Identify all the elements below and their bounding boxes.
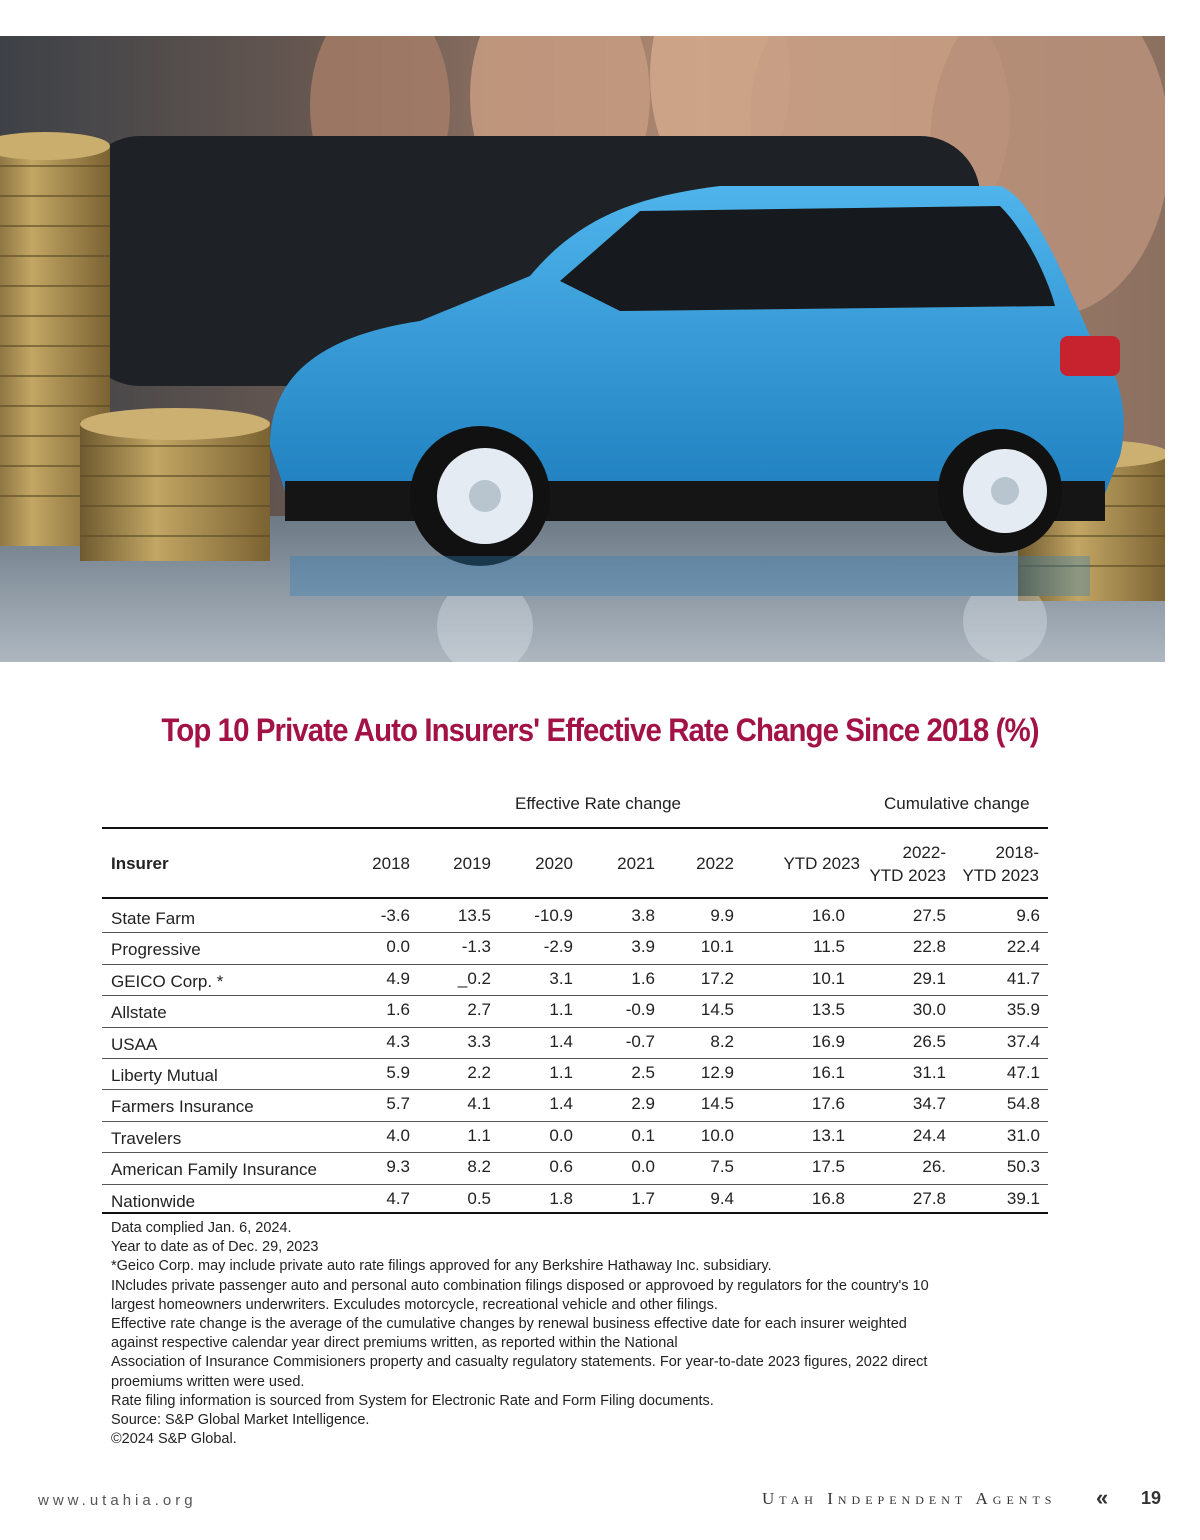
header-2018: 2018 [372,854,410,873]
cell-2021: 1.6 [631,968,655,988]
table-row [102,1028,1048,1059]
note-line: largest homeowners underwriters. Exculudes motorcycle, recreational vehicle and other filings. [111,1296,718,1313]
cell-cum-2022-ytd-2023: 30.0 [912,1000,946,1020]
cell-ytd-2023: 17.6 [811,1094,845,1114]
cell-2022: 10.0 [700,1125,734,1145]
cell-2019: 0.5 [467,1188,491,1208]
insurer-name: USAA [111,1034,158,1054]
header-2020: 2020 [535,854,573,873]
cell-2020: 1.4 [549,1031,573,1051]
page-number: 19 [1141,1488,1162,1508]
table-header-row [102,827,1048,897]
insurer-name: American Family Insurance [111,1160,317,1180]
cell-2019: 2.2 [467,1062,491,1082]
header-cum-2018-line2: YTD 2023 [962,866,1039,885]
cell-2021: 1.7 [631,1188,655,1208]
cell-2021: -0.9 [625,1000,655,1020]
footer-url: www.utahia.org [38,1492,197,1509]
cell-2018: 5.7 [386,1094,410,1114]
cell-2018: 5.9 [386,1062,410,1082]
header-2021: 2021 [617,854,655,873]
cell-2019: 2.7 [467,1000,491,1020]
insurer-name: Farmers Insurance [111,1097,254,1117]
note-line: Rate filing information is sourced from System for Electronic Rate and Form Filing documents. [111,1392,714,1409]
cell-ytd-2023: 16.1 [811,1062,845,1082]
header-cum-2022-line2: YTD 2023 [869,866,946,885]
cell-ytd-2023: 17.5 [811,1157,845,1177]
cell-cum-2022-ytd-2023: 27.8 [912,1188,946,1208]
cell-2019: 13.5 [457,906,491,925]
cell-2020: 1.4 [549,1094,573,1114]
cell-2021: 2.9 [631,1094,655,1114]
cell-2018: -3.6 [380,906,410,925]
cell-cum-2022-ytd-2023: 26. [922,1157,946,1177]
cell-2021: 3.8 [631,906,655,925]
header-2019: 2019 [453,854,491,873]
cell-2020: 0.6 [549,1157,573,1177]
cell-2022: 12.9 [700,1062,734,1082]
header-cum-2022-line1: 2022- [902,843,946,862]
cell-2020: 0.0 [549,1125,573,1145]
note-line: against respective calendar year direct premiums written, as reported within the National [111,1335,678,1352]
note-line: Year to date as of Dec. 29, 2023 [111,1239,319,1256]
cell-2019: -1.3 [461,937,491,957]
cell-2022: 14.5 [700,1094,734,1114]
header-cum-2018-ytd-2023 [939,841,1039,887]
cell-2018: 4.0 [386,1125,410,1145]
insurer-name: Allstate [111,1003,167,1023]
cell-2018: 4.3 [386,1031,410,1051]
note-line: INcludes private passenger auto and personal auto combination filings disposed or approvoed by regulators for the country's 10 [111,1277,929,1294]
cell-2021: 0.1 [631,1125,655,1145]
insurer-name: GEICO Corp. * [111,971,224,991]
table-row [102,902,1048,933]
cell-cum-2022-ytd-2023: 24.4 [912,1125,946,1145]
table-row [102,965,1048,996]
cell-2018: 0.0 [386,937,410,957]
note-line: Association of Insurance Commisioners property and casualty regulatory statements. For year-to-date 2023 figures, 2022 direct [111,1354,928,1371]
table-row [102,1059,1048,1090]
cell-ytd-2023: 16.9 [811,1031,845,1051]
table-header-rule [102,897,1048,899]
cell-2021: -0.7 [625,1031,655,1051]
cell-2022: 8.2 [710,1031,734,1051]
cell-2022: 17.2 [700,968,734,988]
table-row [102,1090,1048,1121]
cell-cum-2018-ytd-2023: 47.1 [1006,1062,1040,1082]
cell-2018: 4.9 [386,968,410,988]
hero-photo [0,36,1165,662]
cell-cum-2022-ytd-2023: 26.5 [912,1031,946,1051]
footer-arrow-icon: « [1096,1485,1109,1510]
cell-cum-2018-ytd-2023: 9.6 [1016,906,1040,925]
insurer-name: Travelers [111,1128,182,1148]
cell-cum-2022-ytd-2023: 22.8 [912,937,946,957]
table-notes [111,1219,1061,1449]
cell-cum-2018-ytd-2023: 35.9 [1006,1000,1040,1020]
cell-ytd-2023: 13.1 [811,1125,845,1145]
cell-ytd-2023: 10.1 [811,968,845,988]
cell-2021: 2.5 [631,1062,655,1082]
cell-2018: 4.7 [386,1188,410,1208]
cell-cum-2018-ytd-2023: 54.8 [1006,1094,1040,1114]
insurer-name: Liberty Mutual [111,1065,218,1085]
insurer-name: State Farm [111,909,196,928]
cell-2018: 9.3 [386,1157,410,1177]
header-2022: 2022 [696,854,734,873]
cell-2020: 1.1 [549,1000,573,1020]
cell-2018: 1.6 [386,1000,410,1020]
note-line: proemiums written were used. [111,1373,305,1390]
table-bottom-rule [102,1212,1048,1214]
cell-2020: 3.1 [549,968,573,988]
cell-cum-2022-ytd-2023: 34.7 [912,1094,946,1114]
cell-2020: -10.9 [534,906,573,925]
cell-ytd-2023: 16.8 [811,1188,845,1208]
cell-2021: 3.9 [631,937,655,957]
cell-2019: 1.1 [467,1125,491,1145]
cell-cum-2022-ytd-2023: 29.1 [912,968,946,988]
footer-publication: Utah Independent Agents [762,1489,1057,1508]
cell-2019: _0.2 [457,968,491,988]
cell-2022: 14.5 [700,1000,734,1020]
cumulative-group-header: Cumulative change [884,794,1030,813]
header-cum-2022-ytd-2023 [846,841,946,887]
cell-ytd-2023: 16.0 [811,906,845,925]
insurer-name: Nationwide [111,1191,196,1211]
cell-2020: 1.1 [549,1062,573,1082]
effective-rate-group-header: Effective Rate change [515,794,682,813]
note-line: ©2024 S&P Global. [111,1431,237,1448]
cell-2020: -2.9 [543,937,573,957]
table-title: Top 10 Private Auto Insurers' Effective Rate Change Since 2018 (%) [161,712,1039,748]
note-line: Source: S&P Global Market Intelligence. [111,1412,370,1429]
header-ytd-2023: YTD 2023 [783,854,860,873]
note-line: *Geico Corp. may include private auto rate filings approved for any Berkshire Hathaway Inc. subsidiary. [111,1258,772,1275]
cell-cum-2022-ytd-2023: 27.5 [912,906,946,925]
cell-2022: 7.5 [710,1157,734,1177]
cell-2019: 4.1 [467,1094,491,1114]
cell-cum-2018-ytd-2023: 22.4 [1006,937,1040,957]
cell-cum-2018-ytd-2023: 39.1 [1006,1188,1040,1208]
cell-cum-2018-ytd-2023: 31.0 [1006,1125,1040,1145]
cell-2019: 8.2 [467,1157,491,1177]
table-row [102,1122,1048,1153]
insurer-name: Progressive [111,940,201,960]
table-body [102,902,1048,1216]
header-cum-2018-line1: 2018- [995,843,1039,862]
table-row [102,933,1048,964]
table-row [102,996,1048,1027]
cell-cum-2018-ytd-2023: 37.4 [1006,1031,1040,1051]
header-insurer: Insurer [111,854,169,873]
note-line: Effective rate change is the average of the cumulative changes by renewal business effective date for each insurer weighted [111,1316,907,1333]
note-line: Data complied Jan. 6, 2024. [111,1220,292,1236]
cell-ytd-2023: 13.5 [811,1000,845,1020]
cell-2021: 0.0 [631,1157,655,1177]
cell-cum-2022-ytd-2023: 31.1 [912,1062,946,1082]
cell-2022: 10.1 [700,937,734,957]
cell-2020: 1.8 [549,1188,573,1208]
cell-2022: 9.9 [710,906,734,925]
cell-cum-2018-ytd-2023: 41.7 [1006,968,1040,988]
cell-cum-2018-ytd-2023: 50.3 [1006,1157,1040,1177]
table-row [102,1153,1048,1184]
cell-2022: 9.4 [710,1188,734,1208]
cell-ytd-2023: 11.5 [813,937,845,957]
cell-2019: 3.3 [467,1031,491,1051]
